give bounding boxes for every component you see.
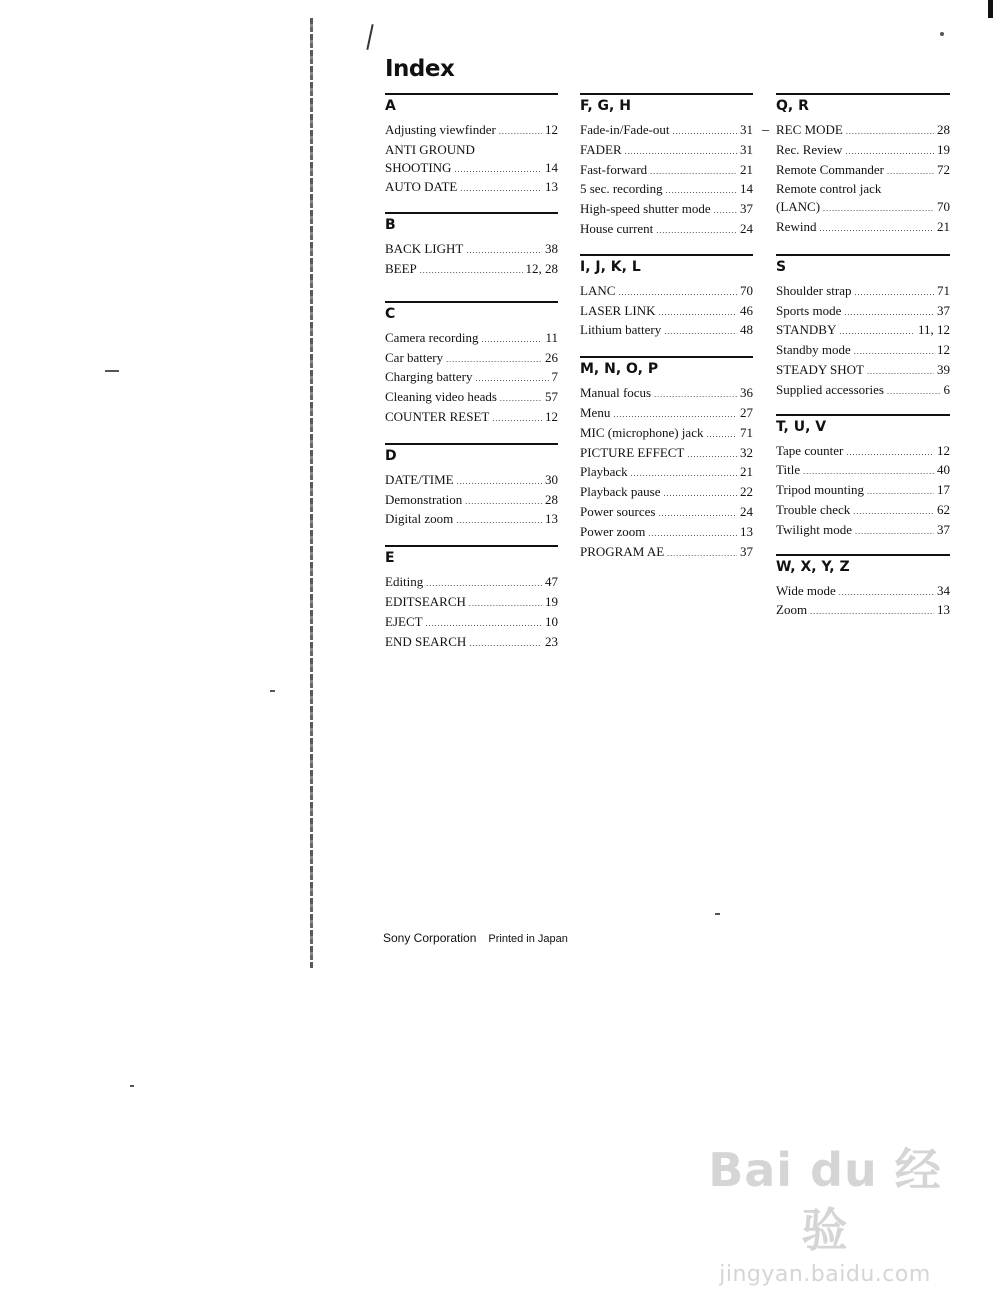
dot-leader: [887, 163, 934, 181]
entry-list: [385, 471, 558, 530]
dot-leader: [631, 465, 737, 483]
dot-leader: [460, 180, 542, 198]
dot-leader: [667, 545, 737, 563]
watermark-logo: [705, 1140, 945, 1287]
entry-page: 14: [740, 181, 753, 197]
section-rule: [776, 414, 950, 416]
dot-leader: [810, 603, 934, 621]
index-entry: [580, 543, 753, 563]
section-rule: [776, 254, 950, 256]
index-entry: [580, 424, 753, 444]
dot-leader: [666, 182, 737, 200]
index-entry: [580, 384, 753, 404]
dot-leader: [656, 222, 737, 240]
section-letter: A: [385, 98, 396, 114]
entry-label: EJECT: [385, 613, 423, 629]
index-section: [580, 356, 753, 562]
entry-list: [385, 329, 558, 428]
entry-list: [580, 384, 753, 562]
entry-page: 34: [937, 582, 950, 598]
entry-label: Supplied accessories: [776, 381, 884, 397]
dot-leader: [854, 343, 934, 361]
index-section: [580, 254, 753, 341]
entry-label: Power sources: [580, 503, 656, 519]
entry-label: Standby mode: [776, 342, 851, 358]
entry-list: [385, 121, 558, 198]
index-entry-line1: Remote control jack: [776, 181, 882, 197]
index-entry: [385, 121, 558, 141]
footer-company: Sony Corporation: [383, 931, 477, 945]
dot-leader: [867, 483, 934, 501]
section-rule: [385, 212, 558, 214]
index-section: [385, 301, 558, 428]
entry-page: 48: [740, 322, 753, 338]
index-entry: [580, 121, 753, 141]
dot-leader: [650, 163, 737, 181]
entry-label: COUNTER RESET: [385, 408, 490, 424]
entry-label: (LANC): [776, 199, 821, 215]
entry-label: END SEARCH: [385, 633, 467, 649]
section-rule: [580, 254, 753, 256]
dot-leader: [673, 123, 737, 141]
index-entry: [776, 461, 950, 481]
dot-leader: [658, 304, 737, 322]
index-entry: [776, 218, 950, 238]
index-entry: [385, 573, 558, 593]
section-letter: Q, R: [776, 98, 809, 114]
index-entry: [580, 180, 753, 200]
entry-label: Lithium battery: [580, 322, 662, 338]
dot-leader: [803, 463, 934, 481]
entry-page: 13: [937, 602, 950, 618]
dot-leader: [819, 220, 934, 238]
index-section: [776, 554, 950, 622]
dot-leader: [481, 331, 542, 349]
entry-label: BEEP: [385, 260, 417, 276]
entry-label: Zoom: [776, 602, 808, 618]
index-entry: [776, 442, 950, 462]
dot-leader: [714, 202, 737, 220]
entry-label: MIC (microphone) jack: [580, 424, 704, 440]
index-entry: [580, 523, 753, 543]
index-entry-line1: ANTI GROUND: [385, 141, 475, 157]
entry-label: PROGRAM AE: [580, 543, 665, 559]
section-rule: [385, 545, 558, 547]
scan-speck: [105, 370, 119, 372]
entry-label: Playback: [580, 464, 628, 480]
index-entry: [776, 321, 950, 341]
dot-leader: [492, 410, 542, 428]
index-entry: [385, 491, 558, 511]
entry-list: [776, 442, 950, 541]
index-entry: [776, 501, 950, 521]
index-entry: [385, 633, 558, 653]
entry-page: 62: [937, 501, 950, 517]
section-rule: [580, 93, 753, 95]
footer-printed: Printed in Japan: [488, 933, 568, 945]
index-entry: [580, 321, 753, 341]
index-entry: [385, 471, 558, 491]
index-entry: [580, 503, 753, 523]
entry-page: 7: [551, 369, 558, 385]
entry-label: SHOOTING: [385, 159, 452, 175]
dot-leader: [887, 383, 941, 401]
section-letter: W, X, Y, Z: [776, 558, 850, 575]
section-letter: F, G, H: [580, 98, 631, 114]
entry-label: Remote Commander: [776, 161, 884, 177]
entry-list: [385, 240, 558, 280]
dot-leader: [844, 304, 934, 322]
dot-leader: [664, 485, 737, 503]
index-entry: [776, 341, 950, 361]
index-entry: [580, 141, 753, 161]
index-entry: [385, 159, 558, 179]
entry-page: 19: [937, 141, 950, 157]
entry-label: Rewind: [776, 218, 817, 234]
entry-label: Rec. Review: [776, 141, 843, 157]
entry-page: 28: [545, 491, 558, 507]
dot-leader: [426, 575, 542, 593]
section-letter: B: [385, 217, 396, 234]
watermark-main: Bai du 经验: [708, 1143, 942, 1257]
entry-page: 71: [937, 282, 950, 298]
dot-leader: [845, 143, 934, 161]
entry-page: 32: [740, 444, 753, 460]
entry-page: 19: [545, 593, 558, 609]
dot-leader: [648, 525, 737, 543]
entry-label: Power zoom: [580, 523, 646, 539]
index-section: [385, 545, 558, 652]
entry-label: Editing: [385, 574, 424, 590]
dot-leader: [469, 595, 542, 613]
entry-label: 5 sec. recording: [580, 181, 663, 197]
entry-page: 22: [740, 484, 753, 500]
dot-leader: [469, 635, 542, 653]
entry-page: 57: [545, 389, 558, 405]
entry-label: Shoulder strap: [776, 282, 852, 298]
entry-page: 24: [740, 503, 753, 519]
pen-stroke-mark: [366, 24, 373, 50]
entry-label: Fade-in/Fade-out: [580, 122, 670, 137]
index-column-3: [776, 93, 950, 621]
entry-page: 12, 28: [525, 260, 558, 276]
page-title: Index: [385, 56, 455, 82]
index-entry: [385, 613, 558, 633]
section-letter: C: [385, 305, 396, 322]
dot-leader: [446, 351, 542, 369]
dot-leader: [853, 503, 934, 521]
dot-leader: [465, 493, 542, 511]
section-letter: E: [385, 550, 395, 567]
entry-page: 71: [740, 424, 753, 440]
index-entry: [776, 121, 950, 141]
section-letter: S: [776, 258, 787, 275]
entry-label: House current: [580, 220, 654, 236]
entry-page: 14: [545, 159, 558, 175]
entry-page: 46: [740, 302, 753, 318]
dot-leader: [854, 284, 934, 302]
section-letter: M, N, O, P: [580, 361, 659, 378]
index-entry: [580, 302, 753, 322]
entry-page: 47: [545, 574, 558, 590]
entry-label: LANC: [580, 282, 616, 298]
section-rule: [385, 301, 558, 303]
entry-page: 11: [545, 329, 558, 345]
entry-page: 12: [937, 342, 950, 358]
index-entry: [385, 178, 558, 198]
index-entry: [580, 463, 753, 483]
dot-leader: [846, 444, 934, 462]
dot-leader: [687, 446, 737, 464]
entry-label: Manual focus: [580, 385, 652, 401]
section-rule: [385, 93, 558, 95]
binding-edge: [310, 18, 313, 968]
index-entry: [580, 200, 753, 220]
index-entry: [776, 601, 950, 621]
index-entry: [776, 302, 950, 322]
entry-label: Menu: [580, 404, 611, 420]
entry-label: REC MODE: [776, 122, 843, 137]
index-section: [776, 254, 950, 401]
entry-page: 72: [937, 161, 950, 177]
scan-speck: [270, 690, 275, 692]
entry-label: Sports mode: [776, 302, 842, 318]
entry-page: 37: [937, 521, 950, 537]
entry-list: [385, 573, 558, 652]
dot-leader: [466, 242, 542, 260]
index-entry: [776, 141, 950, 161]
entry-label: PICTURE EFFECT: [580, 444, 685, 460]
entry-page: 12: [545, 408, 558, 424]
entry-page: 37: [740, 201, 753, 217]
dot-leader: [476, 370, 549, 388]
index-entry: [385, 510, 558, 530]
entry-list: [580, 121, 753, 240]
index-entry: [385, 388, 558, 408]
dot-leader: [855, 523, 934, 541]
index-entry: [776, 161, 950, 181]
index-section: [385, 212, 558, 280]
dot-leader: [500, 390, 542, 408]
dot-leader: [625, 143, 737, 161]
index-entry: [776, 582, 950, 602]
entry-page: 23: [545, 633, 558, 649]
dot-leader: [420, 262, 523, 280]
entry-label: Adjusting viewfinder: [385, 122, 496, 137]
entry-label: STANDBY: [776, 322, 837, 338]
scan-speck: [940, 32, 944, 36]
dot-leader: [454, 161, 542, 179]
entry-page: 11, 12: [917, 322, 950, 338]
entry-page: 27: [740, 404, 753, 420]
entry-label: Demonstration: [385, 491, 463, 507]
index-column-1: [385, 93, 558, 652]
scan-speck: [130, 1085, 134, 1087]
entry-label: EDITSEARCH: [385, 593, 466, 609]
entry-page: 70: [937, 199, 950, 215]
section-rule: [580, 356, 753, 358]
entry-label: Camera recording: [385, 329, 479, 345]
index-entry: [776, 381, 950, 401]
entry-page: 37: [937, 302, 950, 318]
entry-label: Car battery: [385, 349, 444, 365]
index-section: [385, 93, 558, 198]
index-section: [580, 93, 753, 240]
index-entry: [776, 521, 950, 541]
dot-leader: [658, 505, 737, 523]
entry-label: Playback pause: [580, 484, 661, 500]
dot-leader: [426, 615, 542, 633]
scan-speck: [715, 913, 720, 915]
dot-leader: [457, 473, 542, 491]
index-entry: [580, 161, 753, 181]
section-rule: [385, 443, 558, 445]
entry-page: 36: [740, 385, 753, 401]
index-entry: [385, 329, 558, 349]
index-section: [776, 414, 950, 541]
dot-leader: [499, 123, 542, 141]
section-letter: T, U, V: [776, 418, 827, 435]
entry-label: Charging battery: [385, 369, 473, 385]
section-rule: [776, 93, 950, 95]
entry-page: 39: [937, 361, 950, 377]
dot-leader: [654, 386, 737, 404]
index-column-2: [580, 93, 753, 562]
index-entry: [385, 349, 558, 369]
entry-page: 40: [937, 462, 950, 478]
entry-page: 13: [740, 523, 753, 539]
index-entry: [776, 282, 950, 302]
entry-page: 31: [740, 141, 753, 157]
index-entry: [385, 240, 558, 260]
index-entry: [385, 260, 558, 280]
dot-leader: [456, 512, 542, 530]
entry-label: BACK LIGHT: [385, 241, 464, 257]
dot-leader: [618, 284, 737, 302]
footer: [383, 931, 568, 945]
entry-page: 6: [943, 381, 950, 397]
dot-leader: [706, 426, 737, 444]
entry-list: [776, 582, 950, 622]
scan-speck: [762, 130, 769, 131]
entry-page: 17: [937, 482, 950, 498]
entry-list: [776, 121, 950, 238]
section-letter: D: [385, 447, 397, 464]
index-entry: [580, 404, 753, 424]
index-entry: [776, 198, 950, 218]
entry-label: Digital zoom: [385, 511, 454, 527]
entry-page: 24: [740, 220, 753, 236]
entry-label: FADER: [580, 141, 622, 157]
entry-label: Trouble check: [776, 501, 851, 517]
entry-page: 21: [937, 218, 950, 234]
index-entry: [776, 481, 950, 501]
entry-label: Twilight mode: [776, 521, 853, 537]
entry-list: [580, 282, 753, 341]
section-letter: I, J, K, L: [580, 258, 641, 275]
entry-label: Tripod mounting: [776, 482, 865, 498]
entry-page: 31: [740, 122, 753, 137]
index-entry: [580, 444, 753, 464]
index-section: [776, 93, 950, 238]
dot-leader: [846, 123, 934, 141]
entry-label: LASER LINK: [580, 302, 656, 318]
entry-label: Cleaning video heads: [385, 389, 497, 405]
dot-leader: [664, 323, 737, 341]
entry-page: 10: [545, 613, 558, 629]
entry-page: 37: [740, 543, 753, 559]
index-entry: [580, 483, 753, 503]
section-rule: [776, 554, 950, 556]
entry-page: 12: [545, 122, 558, 137]
dot-leader: [613, 406, 737, 424]
index-section: [385, 443, 558, 530]
index-entry: [580, 282, 753, 302]
entry-label: Fast-forward: [580, 161, 648, 177]
entry-page: 28: [937, 122, 950, 137]
corner-mark: [988, 0, 993, 18]
entry-page: 12: [937, 442, 950, 458]
index-entry: [385, 408, 558, 428]
entry-page: 21: [740, 161, 753, 177]
dot-leader: [823, 200, 934, 218]
entry-label: High-speed shutter mode: [580, 201, 711, 217]
entry-page: 70: [740, 282, 753, 298]
entry-page: 21: [740, 464, 753, 480]
entry-label: DATE/TIME: [385, 471, 454, 487]
dot-leader: [867, 363, 934, 381]
entry-list: [776, 282, 950, 401]
entry-page: 26: [545, 349, 558, 365]
entry-label: Tape counter: [776, 442, 844, 458]
entry-label: Title: [776, 462, 801, 478]
entry-label: Wide mode: [776, 582, 836, 598]
index-entry: [385, 593, 558, 613]
dot-leader: [839, 584, 934, 602]
watermark-url: jingyan.baidu.com: [719, 1262, 931, 1287]
entry-label: STEADY SHOT: [776, 361, 864, 377]
entry-page: 30: [545, 471, 558, 487]
entry-page: 13: [545, 511, 558, 527]
entry-page: 38: [545, 241, 558, 257]
index-entry: [580, 220, 753, 240]
entry-label: AUTO DATE: [385, 179, 458, 195]
index-entry: [776, 361, 950, 381]
index-entry: [385, 368, 558, 388]
entry-page: 13: [545, 179, 558, 195]
dot-leader: [839, 323, 915, 341]
